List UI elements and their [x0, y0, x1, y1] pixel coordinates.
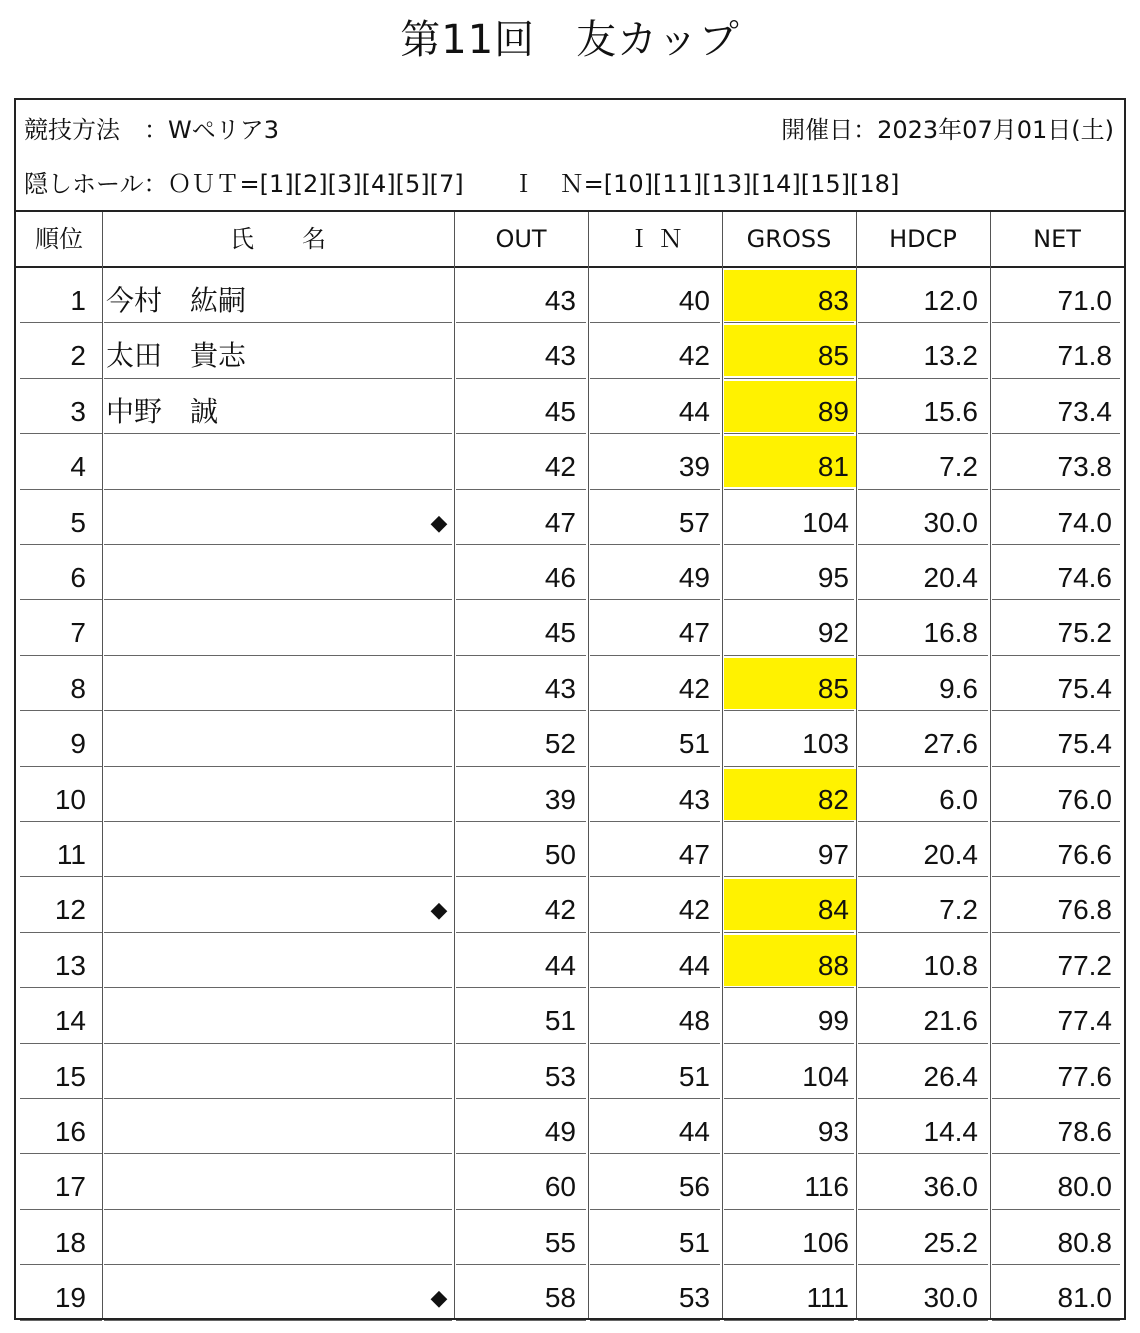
- diamond-marker-icon: [424, 656, 454, 711]
- gross-cell: 84: [817, 894, 849, 926]
- rank-cell: 2: [70, 340, 86, 372]
- gross-cell: 116: [804, 1171, 849, 1203]
- gross-cell: 97: [817, 839, 849, 870]
- out-cell: 42: [544, 894, 576, 926]
- rank-cell: 9: [70, 728, 86, 760]
- hdcp-cell: 15.6: [923, 395, 978, 427]
- rank-cell: 17: [54, 1171, 86, 1203]
- header-net: NET: [1033, 225, 1081, 253]
- rank-cell: 16: [54, 1116, 86, 1147]
- net-cell: 76.8: [1057, 894, 1112, 926]
- out-cell: 44: [544, 949, 576, 981]
- header-hdcp: HDCP: [889, 225, 957, 253]
- in-cell: 53: [678, 1282, 710, 1314]
- table-row: [16, 600, 1124, 655]
- net-cell: 77.4: [1057, 1005, 1112, 1037]
- hdcp-cell: 10.8: [923, 949, 978, 981]
- diamond-marker-icon: [424, 933, 454, 988]
- in-cell: 51: [678, 728, 710, 760]
- out-cell: 53: [544, 1060, 576, 1092]
- name-cell: [106, 877, 436, 932]
- out-cell: 46: [544, 562, 576, 593]
- name-cell: [106, 434, 436, 489]
- net-cell: 75.2: [1057, 617, 1112, 649]
- in-cell: 43: [678, 783, 710, 815]
- out-cell: 58: [544, 1282, 576, 1314]
- gross-cell: 103: [802, 728, 849, 760]
- gross-cell: 85: [817, 340, 849, 372]
- name-cell: [106, 1044, 436, 1099]
- table-row: [16, 1099, 1124, 1154]
- name-cell: 太田 貴志: [106, 339, 247, 373]
- out-cell: 39: [544, 783, 576, 815]
- name-cell: [106, 490, 436, 545]
- rank-cell: 7: [70, 617, 86, 649]
- diamond-marker-icon: [424, 600, 454, 655]
- in-cell: 51: [678, 1226, 710, 1258]
- row-divider: [20, 1320, 102, 1321]
- header-name: 氏 名: [230, 225, 326, 253]
- table-row: [16, 323, 1124, 378]
- diamond-marker-icon: [424, 822, 454, 877]
- rank-cell: 19: [54, 1282, 86, 1314]
- out-cell: 43: [544, 285, 576, 316]
- table-row: [16, 877, 1124, 932]
- net-cell: 76.6: [1057, 839, 1112, 870]
- diamond-marker-icon: [424, 1099, 454, 1154]
- table-row: [16, 379, 1124, 434]
- gross-cell: 99: [817, 1005, 849, 1037]
- rank-cell: 12: [54, 894, 86, 926]
- table-row: [16, 1210, 1124, 1265]
- hdcp-cell: 30.0: [923, 506, 978, 538]
- gross-cell: 95: [817, 562, 849, 593]
- net-cell: 74.6: [1057, 562, 1112, 593]
- hdcp-cell: 6.0: [939, 783, 978, 815]
- in-cell: 57: [678, 506, 710, 538]
- name-cell: [106, 767, 436, 822]
- name-cell: [106, 1099, 436, 1154]
- rank-cell: 8: [70, 672, 86, 704]
- diamond-marker-icon: [424, 434, 454, 489]
- table-row: [16, 711, 1124, 766]
- rank-cell: 4: [70, 451, 86, 483]
- row-divider: [590, 1320, 720, 1321]
- competition-method: 競技方法 ：Wペリア3: [24, 116, 279, 144]
- out-cell: 43: [544, 672, 576, 704]
- name-cell: 今村 紘嗣: [106, 284, 247, 317]
- hdcp-cell: 26.4: [923, 1060, 978, 1092]
- name-cell: [106, 1210, 436, 1265]
- net-cell: 73.4: [1057, 395, 1112, 427]
- table-row: [16, 434, 1124, 489]
- row-divider: [992, 1320, 1120, 1321]
- out-cell: 60: [544, 1171, 576, 1203]
- hdcp-cell: 36.0: [923, 1171, 978, 1203]
- net-cell: 75.4: [1057, 728, 1112, 760]
- rank-cell: 11: [56, 839, 86, 870]
- in-cell: 47: [678, 617, 710, 649]
- table-row: [16, 490, 1124, 545]
- page-title: 第11回 友カップ: [400, 17, 740, 63]
- hdcp-cell: 21.6: [923, 1005, 978, 1037]
- header-in: Ｉ Ｎ: [627, 225, 683, 253]
- net-cell: 71.8: [1057, 340, 1112, 372]
- name-cell: [106, 600, 436, 655]
- gross-cell: 85: [817, 672, 849, 704]
- rank-cell: 6: [70, 562, 86, 593]
- gross-cell: 88: [817, 949, 849, 981]
- diamond-marker-icon: [424, 323, 454, 378]
- table-row: [16, 1044, 1124, 1099]
- out-cell: 43: [544, 340, 576, 372]
- hdcp-cell: 16.8: [923, 617, 978, 649]
- diamond-marker-icon: [424, 545, 454, 600]
- net-cell: 74.0: [1057, 506, 1112, 538]
- diamond-marker-icon: [424, 1044, 454, 1099]
- header-out: OUT: [495, 225, 547, 253]
- out-cell: 45: [544, 617, 576, 649]
- diamond-marker-icon: ◆: [430, 1285, 448, 1311]
- in-cell: 44: [678, 1116, 710, 1147]
- gross-cell: 82: [817, 783, 849, 815]
- in-cell: 42: [678, 894, 710, 926]
- in-cell: 44: [678, 395, 710, 427]
- net-cell: 77.6: [1057, 1060, 1112, 1092]
- name-cell: [106, 822, 436, 877]
- table-row: [16, 1265, 1124, 1320]
- net-cell: 71.0: [1057, 285, 1112, 316]
- diamond-marker-icon: [424, 379, 454, 434]
- hdcp-cell: 30.0: [923, 1282, 978, 1314]
- hdcp-cell: 20.4: [923, 562, 978, 593]
- rank-cell: 3: [70, 395, 86, 427]
- gross-cell: 83: [817, 285, 849, 316]
- rank-cell: 15: [54, 1060, 86, 1092]
- row-divider: [456, 1320, 586, 1321]
- hdcp-cell: 12.0: [923, 285, 978, 316]
- in-cell: 42: [678, 672, 710, 704]
- gross-cell: 104: [802, 506, 849, 538]
- gross-cell: 106: [802, 1226, 849, 1258]
- gross-cell: 104: [802, 1060, 849, 1092]
- hdcp-cell: 14.4: [923, 1116, 978, 1147]
- table-row: [16, 822, 1124, 877]
- hdcp-cell: 7.2: [939, 894, 978, 926]
- hdcp-cell: 9.6: [939, 672, 978, 704]
- net-cell: 78.6: [1057, 1116, 1112, 1147]
- name-cell: [106, 656, 436, 711]
- in-cell: 44: [678, 949, 710, 981]
- in-cell: 47: [678, 839, 710, 870]
- name-cell: [106, 1265, 436, 1320]
- rank-cell: 14: [54, 1005, 86, 1037]
- hidden-holes: 隠しホール：ＯＵＴ=[1][2][3][4][5][7] Ｉ Ｎ=[10][11][13][14][15][18]: [24, 170, 900, 198]
- hdcp-cell: 20.4: [923, 839, 978, 870]
- row-divider: [858, 1320, 988, 1321]
- table-row: [16, 767, 1124, 822]
- out-cell: 52: [544, 728, 576, 760]
- table-row: [16, 988, 1124, 1043]
- in-cell: 49: [678, 562, 710, 593]
- name-cell: [106, 988, 436, 1043]
- in-cell: 51: [678, 1060, 710, 1092]
- row-divider: [724, 1320, 854, 1321]
- gross-cell: 89: [817, 395, 849, 427]
- row-divider: [104, 1320, 452, 1321]
- diamond-marker-icon: [424, 767, 454, 822]
- hdcp-cell: 25.2: [923, 1226, 978, 1258]
- gross-cell: 81: [817, 451, 849, 483]
- name-cell: [106, 711, 436, 766]
- rank-cell: 1: [70, 285, 86, 316]
- net-cell: 75.4: [1057, 672, 1112, 704]
- table-row: [16, 933, 1124, 988]
- diamond-marker-icon: [424, 988, 454, 1043]
- diamond-marker-icon: ◆: [430, 897, 448, 923]
- event-date: 開催日：2023年07月01日(土): [781, 116, 1114, 144]
- name-cell: [106, 545, 436, 600]
- in-cell: 48: [678, 1005, 710, 1037]
- header-rank: 順位: [35, 225, 83, 253]
- hdcp-cell: 7.2: [939, 451, 978, 483]
- net-cell: 76.0: [1057, 783, 1112, 815]
- gross-cell: 93: [817, 1116, 849, 1147]
- in-cell: 56: [678, 1171, 710, 1203]
- diamond-marker-icon: [424, 268, 454, 323]
- gross-cell: 111: [806, 1282, 849, 1314]
- hdcp-cell: 13.2: [923, 340, 978, 372]
- diamond-marker-icon: ◆: [430, 509, 448, 535]
- out-cell: 49: [544, 1116, 576, 1147]
- hdcp-cell: 27.6: [923, 728, 978, 760]
- diamond-marker-icon: [424, 1154, 454, 1209]
- out-cell: 45: [544, 395, 576, 427]
- in-cell: 40: [678, 285, 710, 316]
- net-cell: 73.8: [1057, 451, 1112, 483]
- out-cell: 51: [544, 1005, 576, 1037]
- diamond-marker-icon: [424, 711, 454, 766]
- name-cell: [106, 1154, 436, 1209]
- results-table: [14, 98, 1126, 1320]
- rank-cell: 5: [70, 506, 86, 538]
- out-cell: 47: [544, 506, 576, 538]
- table-row: [16, 545, 1124, 600]
- net-cell: 77.2: [1057, 949, 1112, 981]
- name-cell: 中野 誠: [106, 394, 219, 428]
- out-cell: 42: [544, 451, 576, 483]
- table-row: [16, 1154, 1124, 1209]
- name-cell: [106, 933, 436, 988]
- out-cell: 55: [544, 1226, 576, 1258]
- net-cell: 80.8: [1057, 1226, 1112, 1258]
- table-row: [16, 268, 1124, 323]
- rank-cell: 18: [54, 1226, 86, 1258]
- in-cell: 39: [678, 451, 710, 483]
- table-row: [16, 656, 1124, 711]
- rank-cell: 10: [54, 783, 86, 815]
- in-cell: 42: [678, 340, 710, 372]
- net-cell: 80.0: [1057, 1171, 1112, 1203]
- rank-cell: 13: [54, 949, 86, 981]
- gross-cell: 92: [817, 617, 849, 649]
- net-cell: 81.0: [1057, 1282, 1112, 1314]
- header-gross: GROSS: [746, 225, 832, 253]
- diamond-marker-icon: [424, 1210, 454, 1265]
- out-cell: 50: [544, 839, 576, 870]
